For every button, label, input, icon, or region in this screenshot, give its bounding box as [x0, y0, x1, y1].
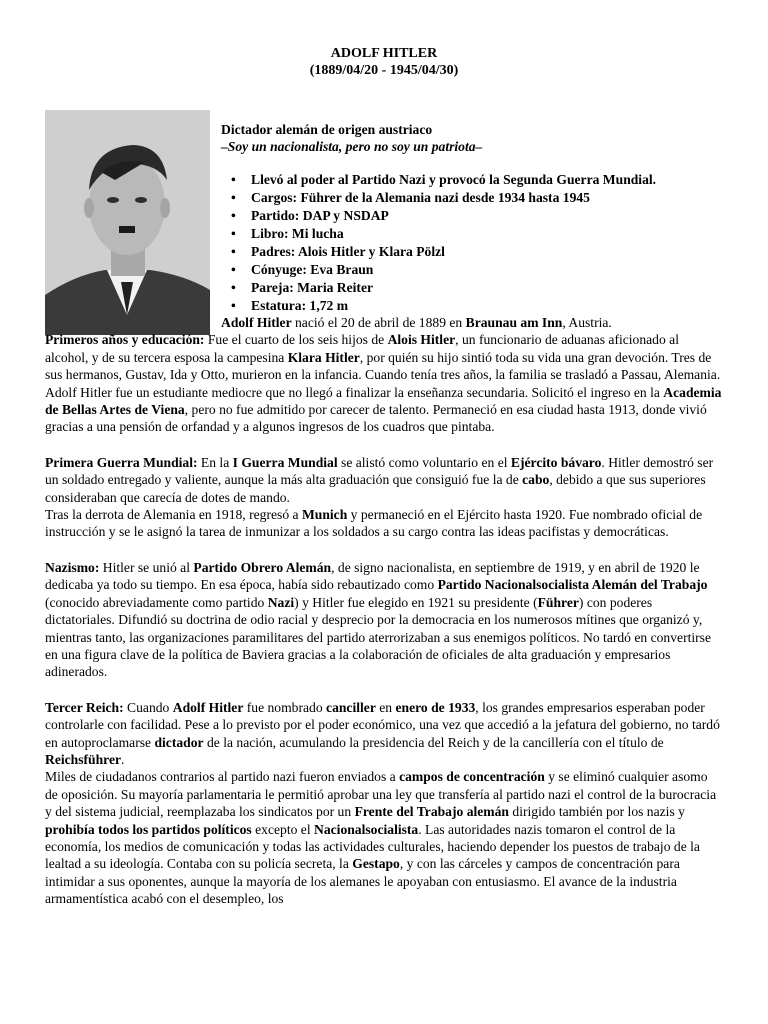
text: , los grandes empresarios esperaban poder controlarle con facilidad. Pese a lo previsto por el poder económico, una vez que accedió a la jefatura del gobierno, no tardó en autoproclamarse [45, 699, 720, 750]
list-item: • Libro: Mi lucha [221, 225, 741, 243]
facts-list [221, 171, 741, 315]
text: se alistó como voluntario en el [337, 454, 511, 470]
text: ) con poderes dictatoriales. Difundió su doctrina de odio racial y desprecio por la democracia en los numerosos mítines que organizó y, mientras tanto, las organizaciones paramilitares del partido aterrorizaban a sus enemigos políticos. No tardó en convertirse en una figura clave de la política de Baviera gracias a la colaboración de oficiales de alta graduación y empresarios adinerados. [45, 594, 711, 680]
text: , y con las cárceles y campos de concentración para intimidar a sus oponentes, aunque la mayoría de los alemanes le apoyaban con entusiasmo. El avance de la industria armamentística acabó con el desempleo, los [45, 856, 680, 907]
section-nazism [45, 559, 723, 681]
text: Hitler se unió al [99, 559, 194, 575]
bold-text: Nazi [267, 594, 295, 610]
text: , un funcionario de aduanas aficionado al alcohol, y de su tercera esposa la campesina [45, 332, 679, 365]
bold-text: Partido Nacionalsocialista Alemán del Trabajo [437, 577, 708, 593]
list-item: • Cónyuge: Eva Braun [221, 261, 741, 279]
person-name: ADOLF HITLER [330, 46, 438, 61]
section-ww1 [45, 454, 723, 506]
bold-text: campos de concentración [399, 769, 545, 785]
text: dirigido también por los nazis y [509, 804, 685, 820]
birth-place: Braunau am Inn [465, 315, 563, 330]
text: (conocido abreviadamente como partido [45, 594, 268, 610]
text: Miles de ciudadanos contrarios al partido nazi fueron enviados a [45, 769, 400, 785]
text: y permaneció en el Ejército hasta 1920. Fue nombrado oficial de instrucción y se le asignó la tarea de inmunizar a los soldados a su cargo contra las ideas pacifistas y democráticas. [45, 507, 703, 540]
section-heading: Nazismo: [45, 559, 100, 575]
text: , pero no fue admitido por carecer de talento. Permaneció en esa ciudad hasta 1913, donde vivió gracias a una pensión de orfandad y a algunos ingresos de los cuadros que pintaba. [45, 402, 707, 435]
quote: –Soy un nacionalista, pero no soy un patriota– [221, 139, 483, 155]
portrait-illustration [45, 110, 210, 335]
list-item: • Estatura: 1,72 m [221, 297, 741, 315]
text: , por quién su hijo sintió toda su vida una gran devoción. Tres de sus hermanos, Gustav, Ida y Otto, murieron en la infancia. Cuando tenía tres años, la familia se trasladó a Passau, Alemania. Adolf Hitler fue un estudiante mediocre que no llegó a finalizar la enseñanza secundaria. Solicitó el ingreso en la [45, 349, 721, 400]
text: . Las autoridades nazis tomaron el control de la economía, los medios de comunicación y todas las actividades culturales, haciendo depender los puestos de trabajo de la lealtad a su ideología. Contaba con su policía secreta, la [45, 821, 700, 872]
text: Cuando [123, 699, 173, 715]
section-early-life [45, 331, 723, 435]
bold-text: Gestapo [352, 856, 400, 872]
list-item: • Cargos: Führer de la Alemania nazi desde 1934 hasta 1945 [221, 189, 741, 207]
birth-name: Adolf Hitler [221, 315, 292, 330]
body-text [45, 314, 723, 908]
bold-text: Führer [537, 594, 579, 610]
bold-text: dictador [154, 734, 204, 750]
bold-text: Academia de Bellas Artes de Viena [45, 384, 722, 418]
text: . Hitler demostró ser un soldado entregado y valiente, aunque la más alta graduación que consiguió fue la de [45, 454, 714, 488]
bold-text: Munich [301, 507, 348, 523]
list-item: • Partido: DAP y NSDAP [221, 207, 741, 225]
text: . [121, 751, 125, 767]
section-heading: Tercer Reich: [45, 699, 124, 715]
subtitle: Dictador alemán de origen austriaco [221, 122, 433, 137]
bold-text: prohibía todos los partidos políticos [45, 821, 252, 837]
bold-text: Nacionalsocialista [314, 821, 419, 837]
list-item: • Pareja: Maria Reiter [221, 279, 741, 297]
portrait-photo [45, 110, 210, 335]
text: y se eliminó cualquier asomo de oposición. Su mayoría parlamentaria le permitió aprobar una ley que transfería al partido nazi el control de la burocracia y del sistema judicial, reemplazaba los sindicatos por un [45, 769, 717, 820]
section-third-reich [45, 699, 723, 769]
birth-line [45, 314, 723, 331]
text: de la nación, acumulando la presidencia del Reich y de la cancillería con el título de [203, 734, 664, 750]
bold-text: I Guerra Mundial [232, 454, 338, 470]
intro-block [221, 121, 741, 156]
bold-text: Partido Obrero Alemán [193, 559, 332, 575]
birth-text: nació el 20 de abril de 1889 en [291, 315, 466, 330]
bold-text: Adolf Hitler [172, 699, 244, 715]
text: ) y Hitler fue elegido en 1921 su presidente ( [294, 594, 538, 610]
bold-text: enero de 1933 [395, 699, 476, 715]
text: Fue el cuarto de los seis hijos de [204, 332, 388, 348]
list-item: • Padres: Alois Hitler y Klara Pölzl [221, 243, 741, 261]
text: , de signo nacionalista, en septiembre de 1919, y en abril de 1920 le dedicaba ya todo su tiempo. En esa época, había sido rebautizado como [45, 559, 700, 593]
bold-text: Alois Hitler [387, 332, 456, 348]
text: excepto el [251, 821, 315, 837]
bold-text: Reichsführer [45, 751, 122, 767]
birth-text-end: , Austria. [562, 315, 612, 330]
bold-text: Ejército bávaro [510, 454, 602, 470]
list-item: • Llevó al poder al Partido Nazi y provocó la Segunda Guerra Mundial. [221, 171, 741, 189]
section-heading: Primera Guerra Mundial: [45, 454, 198, 470]
text: en [375, 699, 396, 715]
section-heading: Primeros años y educación: [45, 332, 205, 348]
text: Tras la derrota de Alemania en 1918, regresó a [45, 507, 302, 523]
bold-text: Klara Hitler [287, 349, 360, 365]
bold-text: canciller [326, 699, 376, 715]
text: En la [197, 454, 233, 470]
bold-text: cabo [522, 472, 550, 488]
section-ww1-continued [45, 506, 723, 541]
bold-text: Frente del Trabajo alemán [354, 804, 509, 820]
text: , debido a que sus superiores consideraban que carecía de dotes de mando. [45, 472, 706, 505]
section-third-reich-continued [45, 768, 723, 907]
life-dates: (1889/04/20 - 1945/04/30) [309, 63, 459, 78]
text: fue nombrado [243, 699, 327, 715]
document-header [0, 45, 768, 79]
